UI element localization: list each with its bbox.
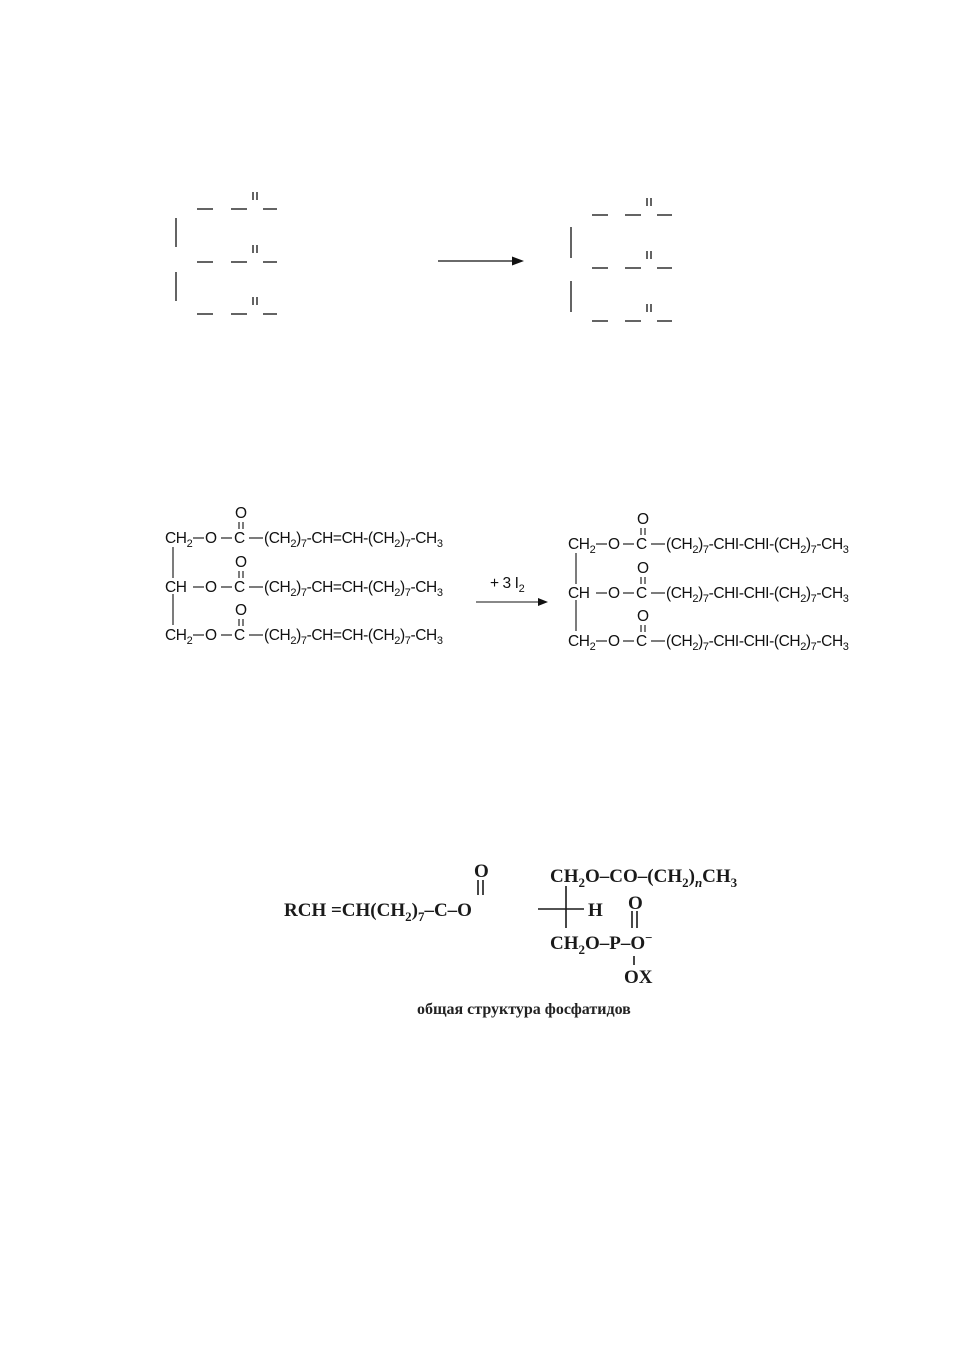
product-row3-head: CH: [568, 633, 590, 650]
fatty-chain-1: $(CH_2)_7-CH=CH-(CH_2)_7-CH_3$: [264, 530, 443, 550]
c-link-3: C: [234, 627, 245, 644]
product-c-link-3: C: [636, 633, 647, 650]
product-chain-1: $(CH_2)_7-CHI-CHI-(CH_2)_7-CH_3$: [666, 536, 849, 556]
product-carbonyl-o-1: O: [637, 511, 649, 528]
carbonyl-o-3: O: [235, 602, 247, 619]
product-row2-head: CH: [568, 585, 590, 602]
o-link-1: O: [205, 530, 217, 547]
product-o-link-2: O: [608, 585, 620, 602]
phosphatide-ox: OX: [624, 967, 653, 988]
phosphatide-main-chain: RCH $=CH(CH_2)_7-C-O$: [284, 900, 472, 924]
product-carbonyl-o-3: O: [637, 608, 649, 625]
svg-text:CH2: $CH_2$: [568, 633, 596, 653]
phosphatide-formula: [284, 861, 738, 988]
c-link-2: C: [234, 579, 245, 596]
phosphatide-h: H: [588, 900, 603, 921]
row1-head: CH: [165, 530, 187, 547]
product-chain-3: $(CH_2)_7-CHI-CHI-(CH_2)_7-CH_3$: [666, 633, 849, 653]
fatty-chain-2: $(CH_2)_7-CH=CH-(CH_2)_7-CH_3$: [264, 579, 443, 599]
product-chain-2: $(CH_2)_7-CHI-CHI-(CH_2)_7-CH_3$: [666, 585, 849, 605]
product-c-link-2: C: [636, 585, 647, 602]
svg-text:CH2: $CH_2$: [165, 627, 193, 647]
phosphoryl-o: O: [628, 893, 643, 914]
product-c-link-1: C: [636, 536, 647, 553]
phosphatide-top-group: $CH_2O-CO-(CH_2)_nCH_3$: [550, 866, 738, 890]
svg-text:CH2: $CH_2$: [568, 536, 596, 556]
row3-head: CH: [165, 627, 187, 644]
fatty-chain-3: $(CH_2)_7-CH=CH-(CH_2)_7-CH_3$: [264, 627, 443, 647]
o-link-3: O: [205, 627, 217, 644]
reaction-2-arrow: [476, 575, 548, 606]
carbonyl-o-2: O: [235, 554, 247, 571]
o-link-2: O: [205, 579, 217, 596]
product-iodinated-triglyceride: [568, 511, 849, 653]
reactant-triglyceride: [165, 505, 443, 647]
row2-head: CH: [165, 579, 187, 596]
phosphatide-bottom-group: $CH_2O-P-O^-$: [550, 930, 653, 957]
product-row1-head: CH: [568, 536, 590, 553]
phosphatide-carbonyl-o: O: [474, 861, 489, 882]
product-o-link-3: O: [608, 633, 620, 650]
product-o-link-1: O: [608, 536, 620, 553]
c-link-1: C: [234, 530, 245, 547]
reagent-label: + 3 $I_2$: [490, 575, 525, 595]
phosphatide-caption: общая структура фосфатидов: [417, 1001, 631, 1018]
svg-text:CH2: $CH_2$: [165, 530, 193, 550]
product-carbonyl-o-2: O: [637, 560, 649, 577]
carbonyl-o-1: O: [235, 505, 247, 522]
